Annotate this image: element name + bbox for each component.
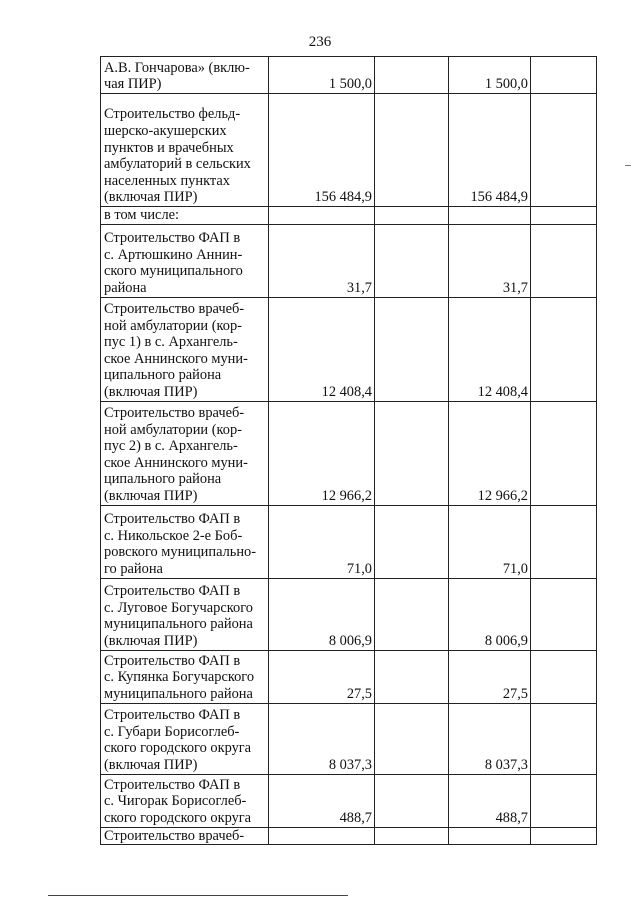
amount-cell: 31,7 bbox=[449, 224, 531, 297]
amount-cell: 12 408,4 bbox=[269, 297, 375, 401]
row-name-cell: А.В. Гончарова» (вклю- чая ПИР) bbox=[101, 57, 269, 94]
amount-cell: 27,5 bbox=[269, 650, 375, 703]
empty-cell bbox=[531, 224, 597, 297]
table-row bbox=[101, 650, 597, 703]
amount-cell: 156 484,9 bbox=[269, 94, 375, 207]
table-row bbox=[101, 224, 597, 297]
margin-mark bbox=[625, 165, 631, 166]
table-row bbox=[101, 94, 597, 207]
amount-cell: 71,0 bbox=[449, 505, 531, 578]
empty-cell bbox=[375, 703, 449, 774]
empty-cell bbox=[375, 224, 449, 297]
amount-cell bbox=[449, 827, 531, 845]
table-row bbox=[101, 57, 597, 94]
amount-cell: 71,0 bbox=[269, 505, 375, 578]
amount-cell: 8 037,3 bbox=[449, 703, 531, 774]
amount-cell: 8 006,9 bbox=[449, 578, 531, 650]
empty-cell bbox=[375, 578, 449, 650]
empty-cell bbox=[375, 207, 449, 225]
page-number: 236 bbox=[308, 34, 332, 50]
empty-cell bbox=[531, 703, 597, 774]
empty-cell bbox=[531, 827, 597, 845]
amount-cell: 27,5 bbox=[449, 650, 531, 703]
row-name-cell: Строительство ФАП в с. Купянка Богучарского муниципального района bbox=[101, 650, 269, 703]
row-name-cell: Строительство ФАП в с. Губари Борисоглеб- ского городского округа (включая ПИР) bbox=[101, 703, 269, 774]
row-name-cell: Строительство врачеб- ной амбулатории (кор- пус 1) в с. Архангель- ское Аннинского муни- ципального района (включая ПИР) bbox=[101, 297, 269, 401]
amount-cell: 12 966,2 bbox=[449, 401, 531, 505]
amount-cell: 1 500,0 bbox=[269, 57, 375, 94]
table-row bbox=[101, 703, 597, 774]
empty-cell bbox=[531, 57, 597, 94]
row-name-cell: Строительство врачеб- ной амбулатории (кор- пус 2) в с. Архангель- ское Аннинского муни- ципального района (включая ПИР) bbox=[101, 401, 269, 505]
empty-cell bbox=[531, 505, 597, 578]
empty-cell bbox=[531, 401, 597, 505]
amount-cell: 1 500,0 bbox=[449, 57, 531, 94]
empty-cell bbox=[375, 57, 449, 94]
budget-table bbox=[100, 56, 597, 845]
table-row bbox=[101, 297, 597, 401]
table-row bbox=[101, 827, 597, 845]
amount-cell: 488,7 bbox=[449, 774, 531, 827]
row-name-cell: Строительство ФАП в с. Чигорак Борисоглеб- ского городского округа bbox=[101, 774, 269, 827]
empty-cell bbox=[531, 297, 597, 401]
amount-cell: 31,7 bbox=[269, 224, 375, 297]
amount-cell: 156 484,9 bbox=[449, 94, 531, 207]
table-row bbox=[101, 578, 597, 650]
amount-cell: 12 408,4 bbox=[449, 297, 531, 401]
row-name-cell: Строительство ФАП в с. Артюшкино Аннин- ского муниципального района bbox=[101, 224, 269, 297]
empty-cell bbox=[375, 774, 449, 827]
table-row bbox=[101, 207, 597, 225]
empty-cell bbox=[531, 94, 597, 207]
empty-cell bbox=[531, 650, 597, 703]
empty-cell bbox=[375, 297, 449, 401]
row-name-cell: Строительство ФАП в с. Луговое Богучарского муниципального района (включая ПИР) bbox=[101, 578, 269, 650]
row-name-cell: в том числе: bbox=[101, 207, 269, 225]
empty-cell bbox=[375, 827, 449, 845]
footnote-rule bbox=[48, 895, 348, 896]
amount-cell bbox=[269, 207, 375, 225]
amount-cell: 12 966,2 bbox=[269, 401, 375, 505]
amount-cell: 488,7 bbox=[269, 774, 375, 827]
table-row bbox=[101, 505, 597, 578]
amount-cell bbox=[269, 827, 375, 845]
table-body bbox=[101, 57, 597, 845]
empty-cell bbox=[531, 578, 597, 650]
empty-cell bbox=[375, 94, 449, 207]
amount-cell: 8 006,9 bbox=[269, 578, 375, 650]
empty-cell bbox=[375, 650, 449, 703]
amount-cell bbox=[449, 207, 531, 225]
row-name-cell: Строительство врачеб- bbox=[101, 827, 269, 845]
row-name-cell: Строительство фельд- шерско-акушерских пунктов и врачебных амбулаторий в сельских населенных пунктах (включая ПИР) bbox=[101, 94, 269, 207]
amount-cell: 8 037,3 bbox=[269, 703, 375, 774]
table-row bbox=[101, 774, 597, 827]
table-row bbox=[101, 401, 597, 505]
row-name-cell: Строительство ФАП в с. Никольское 2-е Боб- ровского муниципально- го района bbox=[101, 505, 269, 578]
empty-cell bbox=[531, 207, 597, 225]
empty-cell bbox=[375, 401, 449, 505]
empty-cell bbox=[531, 774, 597, 827]
empty-cell bbox=[375, 505, 449, 578]
